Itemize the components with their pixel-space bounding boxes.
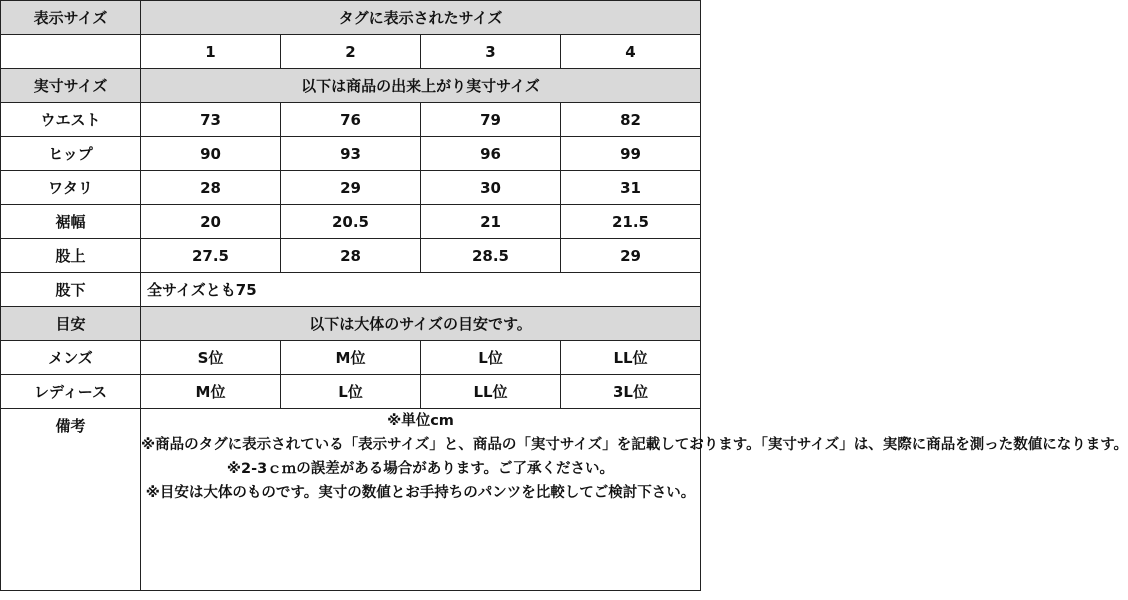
tag-size-cell: 2 — [281, 35, 421, 69]
measurement-value: 20 — [141, 205, 281, 239]
measurement-value: 20.5 — [281, 205, 421, 239]
measurement-value: 28 — [281, 239, 421, 273]
tag-size-cell: 4 — [561, 35, 701, 69]
inseam-label: 股下 — [1, 273, 141, 307]
guide-value: M位 — [281, 341, 421, 375]
measurement-row-hem — [1, 205, 701, 239]
measurement-value: 28.5 — [421, 239, 561, 273]
display-size-header-row — [1, 1, 701, 35]
actual-size-label: 実寸サイズ — [1, 69, 141, 103]
measurement-label: 股上 — [1, 239, 141, 273]
tag-size-row — [1, 35, 701, 69]
note-line: ※目安は大体のものです。実寸の数値とお手持ちのパンツを比較してご検討下さい。 — [145, 485, 696, 501]
notes-row — [1, 409, 701, 591]
measurement-value: 31 — [561, 171, 701, 205]
measurement-label: ウエスト — [1, 103, 141, 137]
measurement-value: 76 — [281, 103, 421, 137]
measurement-row-thigh — [1, 171, 701, 205]
measurement-row-rise — [1, 239, 701, 273]
measurement-value: 73 — [141, 103, 281, 137]
guide-value: 3L位 — [561, 375, 701, 409]
note-line: ※単位cm — [387, 413, 454, 429]
guide-label: 目安 — [1, 307, 141, 341]
measurement-value: 90 — [141, 137, 281, 171]
guide-row-label: メンズ — [1, 341, 141, 375]
note-line: ※商品のタグに表示されている「表示サイズ」と、商品の「実寸サイズ」を記載しております。「実寸サイズ」は、実際に商品を測った数値になります。 — [141, 437, 1128, 453]
guide-value: LL位 — [561, 341, 701, 375]
measurement-row-waist — [1, 103, 701, 137]
guide-value: LL位 — [421, 375, 561, 409]
measurement-label: ヒップ — [1, 137, 141, 171]
guide-row-label: レディース — [1, 375, 141, 409]
guide-header-row — [1, 307, 701, 341]
display-size-label: 表示サイズ — [1, 1, 141, 35]
measurement-value: 96 — [421, 137, 561, 171]
note-line: ※2-3ｃｍの誤差がある場合があります。ご了承ください。 — [226, 461, 615, 477]
tag-size-blank-cell — [1, 35, 141, 69]
measurement-row-hip — [1, 137, 701, 171]
notes-content — [141, 409, 1128, 591]
tag-size-title: タグに表示されたサイズ — [141, 1, 701, 35]
guide-value: L位 — [421, 341, 561, 375]
measurement-value: 30 — [421, 171, 561, 205]
guide-title: 以下は大体のサイズの目安です。 — [141, 307, 701, 341]
measurement-label: ワタリ — [1, 171, 141, 205]
notes-label: 備考 — [1, 409, 141, 591]
measurement-value: 99 — [561, 137, 701, 171]
measurement-value: 21 — [421, 205, 561, 239]
inseam-row — [1, 273, 701, 307]
measurement-value: 29 — [561, 239, 701, 273]
measurement-value: 27.5 — [141, 239, 281, 273]
measurement-value: 82 — [561, 103, 701, 137]
inseam-value: 全サイズとも75 — [141, 273, 701, 307]
guide-value: S位 — [141, 341, 281, 375]
guide-row-ladies — [1, 375, 701, 409]
actual-size-header-row — [1, 69, 701, 103]
measurement-value: 79 — [421, 103, 561, 137]
tag-size-cell: 3 — [421, 35, 561, 69]
guide-value: L位 — [281, 375, 421, 409]
guide-row-mens — [1, 341, 701, 375]
tag-size-cell: 1 — [141, 35, 281, 69]
actual-size-title: 以下は商品の出来上がり実寸サイズ — [141, 69, 701, 103]
guide-value: M位 — [141, 375, 281, 409]
measurement-value: 21.5 — [561, 205, 701, 239]
measurement-label: 裾幅 — [1, 205, 141, 239]
measurement-value: 28 — [141, 171, 281, 205]
measurement-value: 93 — [281, 137, 421, 171]
measurement-value: 29 — [281, 171, 421, 205]
